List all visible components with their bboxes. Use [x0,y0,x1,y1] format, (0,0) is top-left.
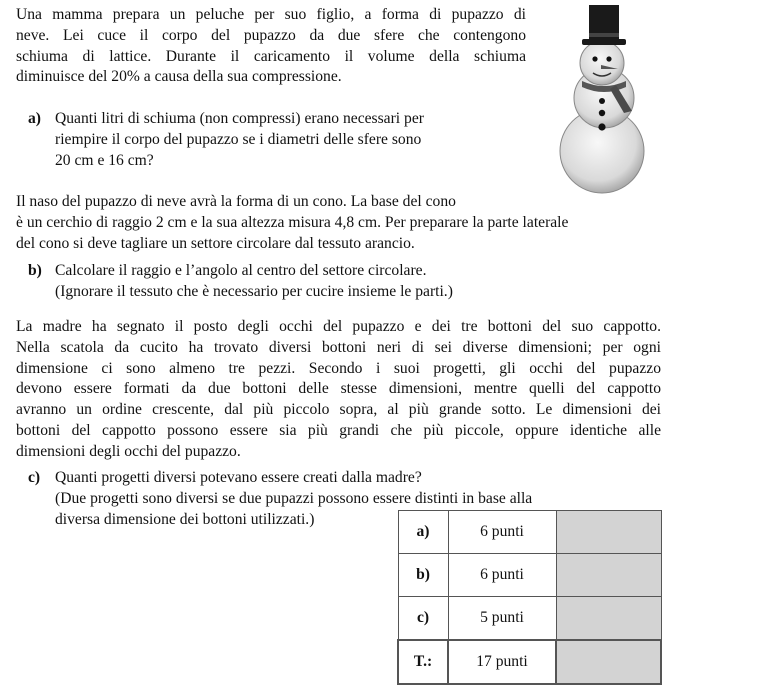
buttons-paragraph [16,317,661,463]
score-row-score-cell [556,511,661,554]
intro-line: diminuisce del 20% a causa della sua compressione. [16,68,342,86]
score-row-points: 6 punti [448,511,556,554]
score-row-score-cell [556,554,661,597]
question-c-line: diversa dimensione dei bottoni utilizzati.) [55,510,315,528]
question-b-label: b) [28,262,42,279]
coat-button [598,123,605,130]
question-c-line: Quanti progetti diversi potevano essere creati dalla madre? [55,469,422,486]
question-a [28,109,498,173]
question-b-line: (Ignorare il tessuto che è necessario per cucire insieme le parti.) [55,282,453,300]
question-a-line: 20 cm e 16 cm? [55,151,154,169]
intro-line: schiuma di lattice. Durante il caricamento il volume della schiuma [16,47,526,65]
question-b-line: Calcolare il raggio e l’angolo al centro del settore circolare. [55,262,427,279]
snowman-illustration [552,3,662,195]
score-row-score-cell [556,597,661,641]
nose-line: Il naso del pupazzo di neve avrà la forma di un cono. La base del cono [16,193,456,210]
score-total-row [398,640,661,684]
score-row-points: 5 punti [448,597,556,641]
buttons-line: devono essere formati da due bottoni delle stesse dimensioni, mentre quelli del cappotto [16,380,661,398]
question-a-label: a) [28,110,41,127]
buttons-line: Nella scatola da cucito ha trovato diversi bottoni neri di sei diverse dimensioni; per ogni [16,338,661,356]
question-a-line: riempire il corpo del pupazzo se i diametri delle sfere sono [55,130,422,148]
score-row [398,511,661,554]
buttons-line: dimensione ci sono almeno tre pezzi. Secondo i suoi progetti, gli occhi del pupazzo [16,359,661,377]
eye [606,56,611,61]
score-row [398,554,661,597]
nose-paragraph [16,192,661,254]
score-row-label: a) [398,511,448,554]
buttons-line: bottoni del cappotto possono essere sia più grandi che più piccole, oppure identiche alle [16,421,661,439]
score-total-points: 17 punti [448,640,556,684]
score-table [397,510,662,685]
score-total-label: T.: [398,640,448,684]
question-b-text [55,261,453,303]
score-total-score-cell [556,640,661,684]
score-row-points: 6 punti [448,554,556,597]
coat-button [599,110,605,116]
nose-line: del cono si deve tagliare un settore circolare dal tessuto arancio. [16,234,415,252]
nose-line: è un cerchio di raggio 2 cm e la sua altezza misura 4,8 cm. Per preparare la parte laterale [16,213,569,231]
intro-line: neve. Lei cuce il corpo del pupazzo da due sfere che contengono [16,26,526,44]
buttons-line: La madre ha segnato il posto degli occhi del pupazzo e dei tre bottoni del suo cappotto. [16,318,661,335]
eye [592,56,597,61]
question-a-text [55,109,424,171]
intro-line: Una mamma prepara un peluche per suo figlio, a forma di pupazzo di [16,6,526,23]
intro-paragraph [16,5,526,88]
score-row-label: c) [398,597,448,641]
score-row-label: b) [398,554,448,597]
question-a-line: Quanti litri di schiuma (non compressi) erano necessari per [55,110,424,127]
score-row [398,597,661,641]
question-c-line: (Due progetti sono diversi se due pupazzi possono essere distinti in base alla [55,489,533,507]
buttons-line: dimensioni degli occhi del pupazzo. [16,442,241,460]
buttons-line: avranno un ordine crescente, dal più piccolo sopra, al più grande sotto. Le dimensioni dei [16,401,661,419]
coat-button [599,98,605,104]
question-b [28,261,588,305]
question-c-label: c) [28,469,41,486]
